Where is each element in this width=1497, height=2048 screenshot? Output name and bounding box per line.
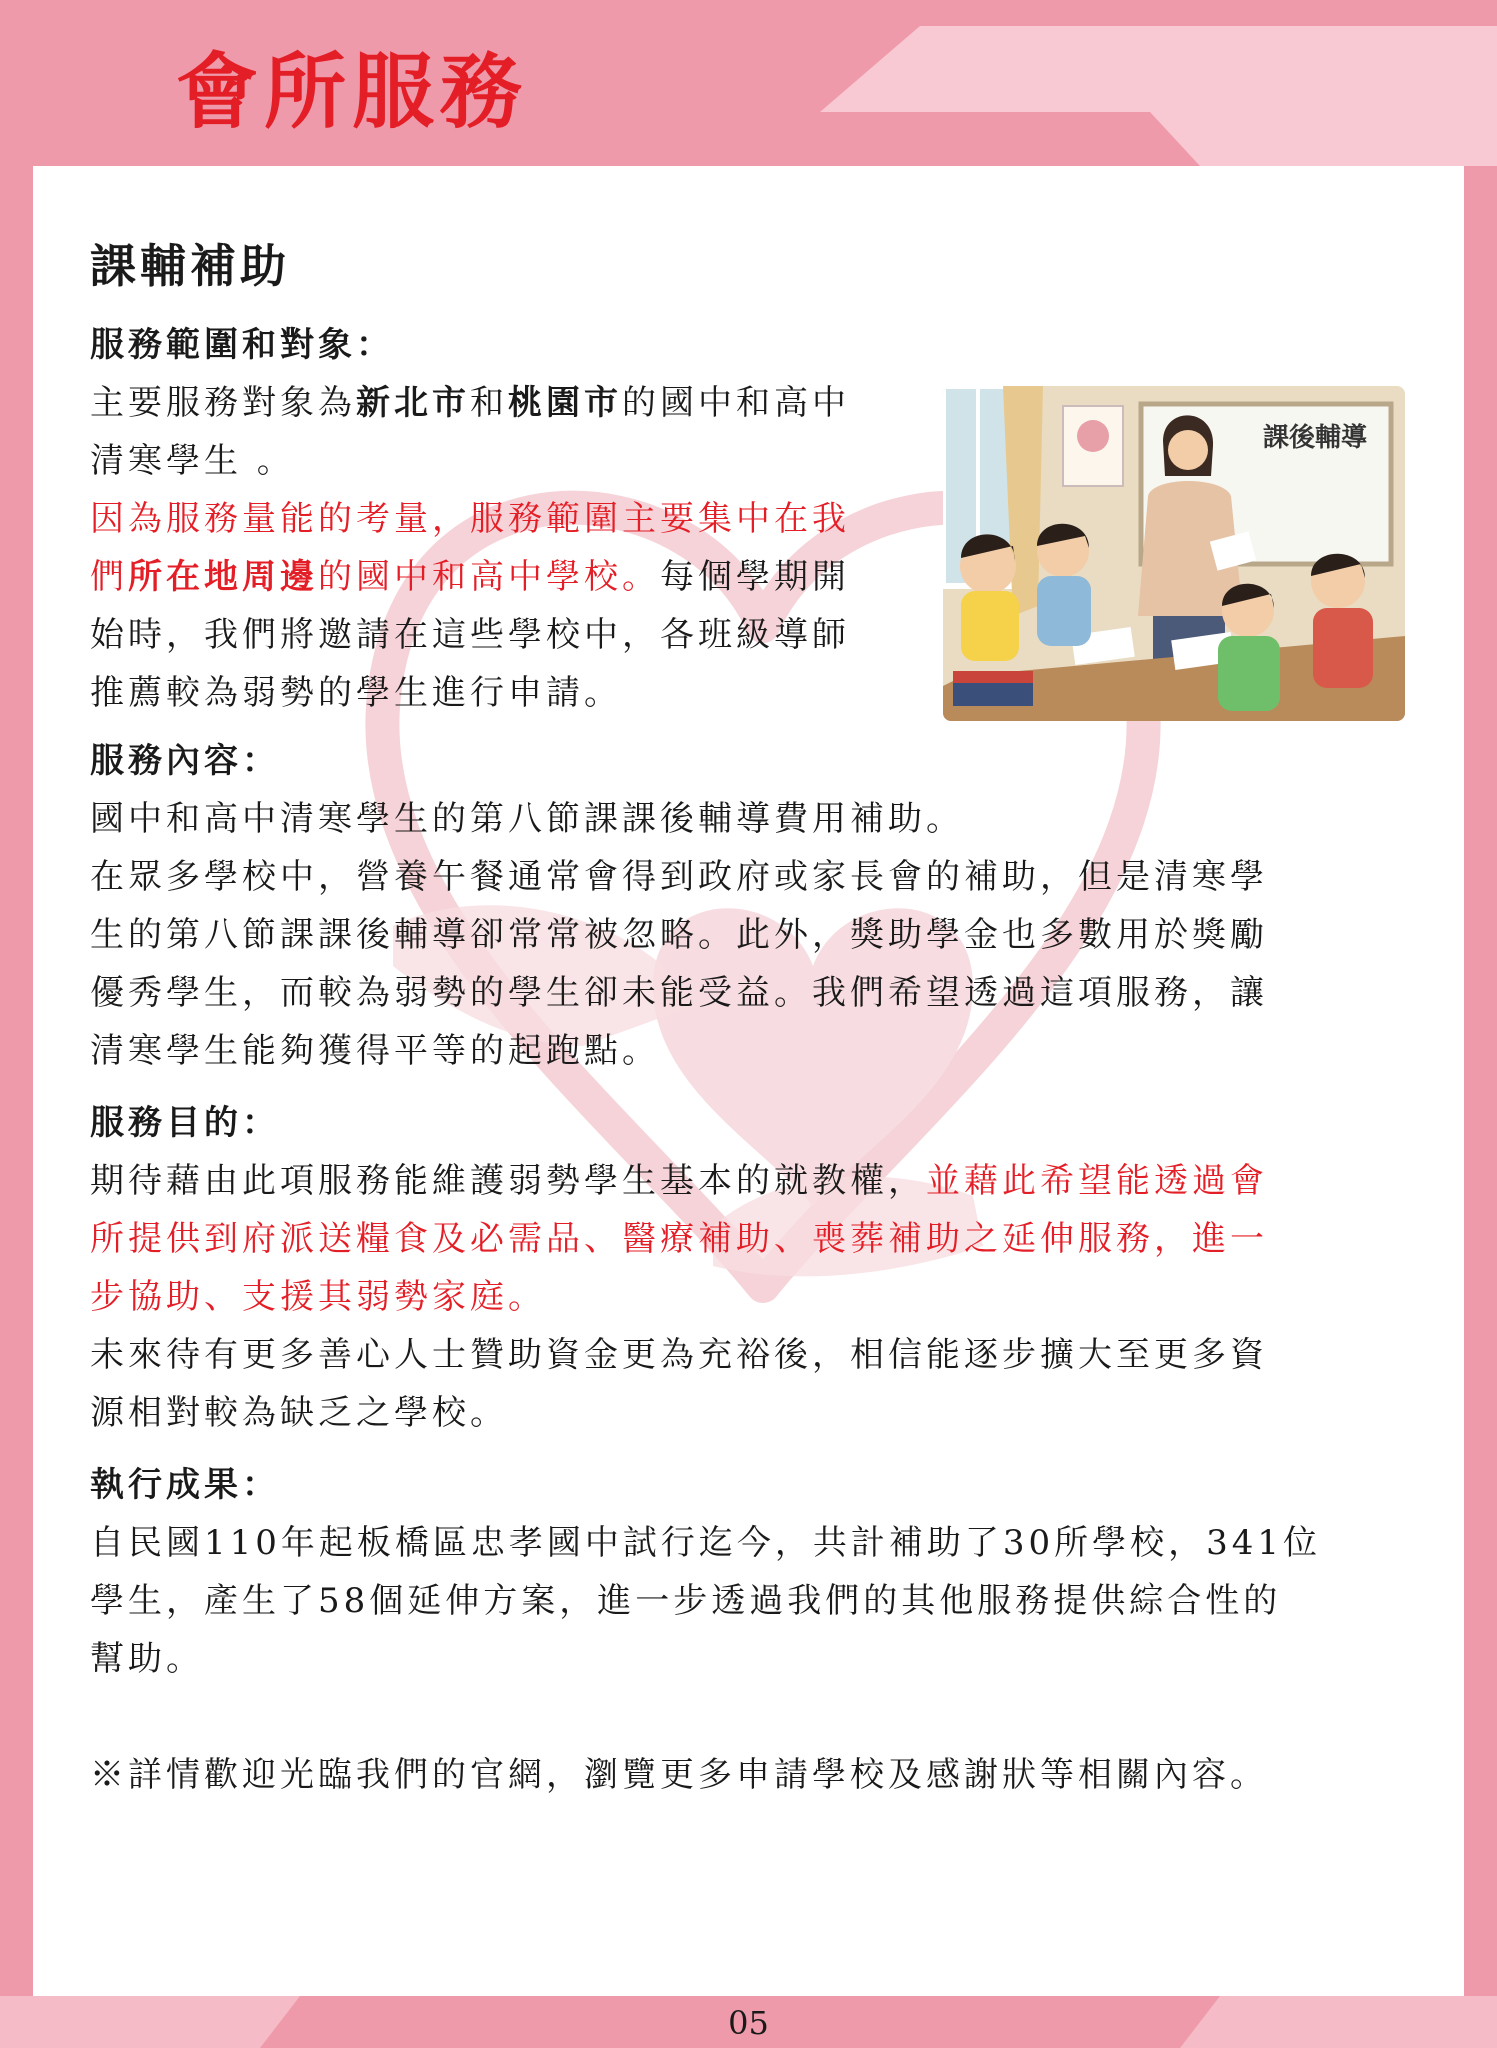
scope-red-text: 。 bbox=[622, 557, 660, 597]
purpose-line-2: 所提供到府派送糧食及必需品、醫療補助、喪葬補助之延伸服務，進一 bbox=[90, 1219, 1268, 1259]
website-note: ※詳情歡迎光臨我們的官網，瀏覽更多申請學校及感謝狀等相關內容。 bbox=[90, 1755, 1268, 1795]
purpose-line-3: 步協助、支援其弱勢家庭。 bbox=[90, 1277, 546, 1317]
scope-text: 和 bbox=[470, 383, 508, 423]
page-number: 05 bbox=[728, 2004, 769, 2042]
results-line-1: 自民國110年起板橋區忠孝國中試行迄今，共計補助了30所學校，341位 bbox=[90, 1523, 1322, 1563]
content-line-3: 生的第八節課課後輔導卻常常被忽略。此外，獎助學金也多數用於獎勵 bbox=[90, 915, 1268, 955]
classroom-scene bbox=[943, 386, 1405, 721]
scope-line-5: 始時，我們將邀請在這些學校中，各班級導師 bbox=[90, 615, 850, 655]
scope-red-bold: 所在地周邊 bbox=[128, 557, 318, 597]
scope-text: 的國中和高中 bbox=[622, 383, 850, 423]
results-line-3: 幫助。 bbox=[90, 1639, 204, 1679]
results-heading: 執行成果： bbox=[90, 1465, 280, 1505]
scope-text: 每個學期開 bbox=[660, 557, 850, 597]
purpose-line-1 bbox=[90, 1152, 1268, 1210]
purpose-line-4: 未來待有更多善心人士贊助資金更為充裕後，相信能逐步擴大至更多資 bbox=[90, 1335, 1268, 1375]
scope-line-4 bbox=[90, 548, 850, 606]
content-heading: 服務內容： bbox=[90, 741, 280, 781]
scope-line-3: 因為服務量能的考量，服務範圍主要集中在我 bbox=[90, 499, 850, 539]
scope-line-6: 推薦較為弱勢的學生進行申請。 bbox=[90, 673, 622, 713]
section-title: 課輔補助 bbox=[90, 239, 290, 293]
scope-text: 主要服務對象為 bbox=[90, 383, 356, 423]
scope-line-2: 清寒學生 。 bbox=[90, 441, 295, 481]
results-line-2: 學生，產生了58個延伸方案，進一步透過我們的其他服務提供綜合性的 bbox=[90, 1581, 1282, 1621]
city-new-taipei: 新北市 bbox=[356, 383, 470, 423]
scope-red-text: 的國中和高中學校 bbox=[318, 557, 622, 597]
page-title: 會所服務 bbox=[176, 45, 529, 140]
scope-red-text: 們 bbox=[90, 557, 128, 597]
purpose-heading: 服務目的： bbox=[90, 1103, 280, 1143]
content-line-4: 優秀學生，而較為弱勢的學生卻未能受益。我們希望透過這項服務，讓 bbox=[90, 973, 1268, 1013]
purpose-text: 期待藉由此項服務能維護弱勢學生基本的就教權， bbox=[90, 1161, 926, 1201]
city-taoyuan: 桃園市 bbox=[508, 383, 622, 423]
content-line-5: 清寒學生能夠獲得平等的起跑點。 bbox=[90, 1031, 660, 1071]
content-panel bbox=[33, 166, 1464, 1996]
purpose-line-5: 源相對較為缺乏之學校。 bbox=[90, 1393, 508, 1433]
classroom-illustration bbox=[943, 386, 1405, 721]
scope-heading: 服務範圍和對象： bbox=[90, 325, 394, 365]
purpose-red-text: 並藉此希望能透過會 bbox=[926, 1161, 1268, 1201]
content-line-1: 國中和高中清寒學生的第八節課課後輔導費用補助。 bbox=[90, 799, 964, 839]
scope-line-1 bbox=[90, 374, 850, 432]
content-line-2: 在眾多學校中，營養午餐通常會得到政府或家長會的補助，但是清寒學 bbox=[90, 857, 1268, 897]
board-text: 課後輔導 bbox=[1263, 423, 1368, 453]
